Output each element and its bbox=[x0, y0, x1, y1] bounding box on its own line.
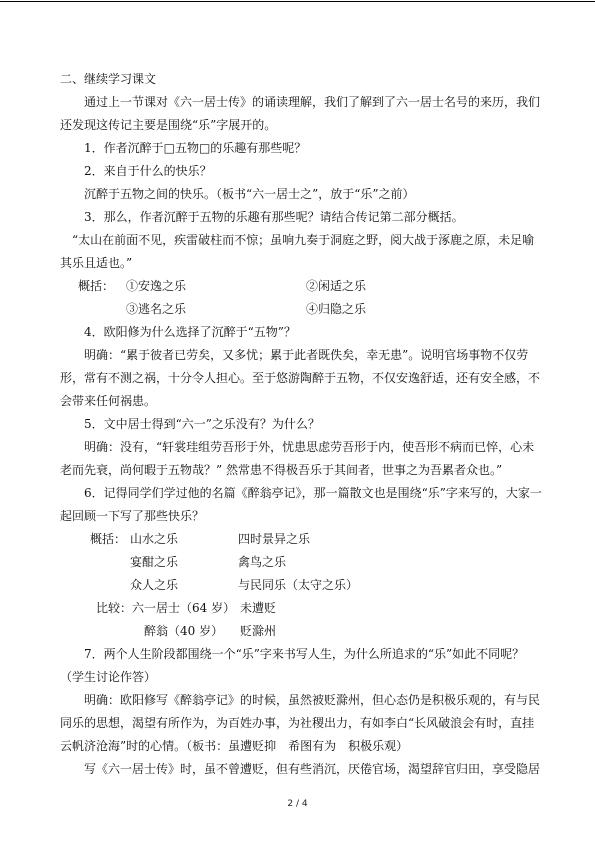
summary-6-left-item: 宴酣之乐 bbox=[130, 555, 179, 569]
summary-6-right-item: 禽鸟之乐 bbox=[238, 555, 287, 569]
summary-3-item: ①安逸之乐 bbox=[126, 279, 187, 293]
document-body bbox=[60, 68, 542, 781]
summary-6-row-3 bbox=[60, 574, 542, 597]
summary-3-item: ②闲适之乐 bbox=[306, 279, 367, 293]
answer-2: 沉醉于五物之间的快乐。（板书“六一居士之”，放于“乐”之前） bbox=[84, 187, 415, 201]
summary-6-right-item: 四时景异之乐 bbox=[238, 532, 311, 546]
header-rule bbox=[0, 1, 595, 2]
question-4: 4．欧阳修为什么选择了沉醉于“五物”？ bbox=[84, 325, 296, 339]
section-title: 二、继续学习课文 bbox=[60, 72, 157, 86]
summary-6-left-item: 山水之乐 bbox=[130, 532, 179, 546]
compare-label: 比较： bbox=[96, 601, 133, 615]
summary-3-item: ③逃名之乐 bbox=[126, 302, 187, 316]
compare-row-1 bbox=[60, 597, 542, 620]
summary-6-row-2 bbox=[60, 551, 542, 574]
compare-state: 贬滁州 bbox=[240, 624, 277, 638]
compare-state: 未遭贬 bbox=[240, 601, 277, 615]
answer-5: 明确：没有，“轩裳珪组劳吾形于外，忧患思虑劳吾形于内，使吾形不病而已悴，心未老而先衰，尚何暇于五物哉？” 然常患不得极吾乐于其间者，世事之为吾累者众也。” bbox=[60, 440, 535, 477]
summary-6-right-item: 与民同乐（太守之乐） bbox=[238, 578, 359, 592]
summary-6-left-item: 众人之乐 bbox=[130, 578, 179, 592]
question-1: 1．作者沉醉于□五物□的乐趣有那些呢？ bbox=[84, 141, 307, 155]
compare-row-2 bbox=[60, 620, 542, 643]
summary-6-label: 概括： bbox=[90, 532, 127, 546]
answer-7-continued: 写《六一居士传》时，虽不曾遭贬，但有些消沉，厌倦官场，渴望辞官归田，享受隐居 bbox=[84, 762, 541, 776]
compare-name: 六一居士（64 岁） bbox=[132, 601, 236, 615]
answer-7: 明确：欧阳修写《醉翁亭记》的时候，虽然被贬滁州，但心态仍是积极乐观的，有与民同乐的思想，渴望有所作为，为百姓办事，为社稷出力，有如李白“长风破浪会有时，直挂云帆济沧海”时的心情。（板书：虽遭贬抑 希图有为 积极乐观） bbox=[60, 693, 541, 753]
summary-3-label: 概括： bbox=[78, 279, 115, 293]
quote-3: “太山在前面不见，疾雷破柱而不惊；虽响九奏于洞庭之野，阅大战于涿鹿之原，未足喻其乐且适也。” bbox=[60, 233, 535, 270]
page-number: 2 / 4 bbox=[287, 799, 308, 809]
compare-name: 醉翁（40 岁） bbox=[144, 624, 224, 638]
summary-6-row-1 bbox=[60, 528, 542, 551]
summary-3-item: ④归隐之乐 bbox=[306, 302, 367, 316]
question-3: 3．那么，作者沉醉于五物的乐趣有那些呢？请结合传记第二部分概括。 bbox=[84, 210, 464, 224]
answer-4: 明确：“累于彼者已劳矣，又多忧；累于此者既佚矣，幸无患”。说明官场事物不仅劳形，常有不测之祸，十分令人担心。至于悠游陶醉于五物，不仅安逸舒适，还有安全感，不会带来任何祸患。 bbox=[60, 348, 541, 408]
summary-3-row-1 bbox=[60, 275, 542, 298]
question-2: 2．来自于什么的快乐？ bbox=[84, 164, 212, 178]
question-6: 6．记得同学们学过他的名篇《醉翁亭记》，那一篇散文也是围绕“乐”字来写的，大家一起回顾一下写了那些快乐？ bbox=[60, 486, 542, 523]
question-7: 7．两个人生阶段都围绕一个“乐”字来书写人生，为什么所追求的“乐”如此不同呢？（学生讨论作答） bbox=[60, 647, 525, 684]
intro-paragraph: 通过上一节课对《六一居士传》的诵读理解，我们了解到了六一居士名号的来历，我们还发现这传记主要是围绕“乐”字展开的。 bbox=[60, 95, 541, 132]
question-5: 5．文中居士得到“六一”之乐没有？为什么？ bbox=[84, 417, 320, 431]
summary-3-row-2 bbox=[60, 298, 542, 321]
